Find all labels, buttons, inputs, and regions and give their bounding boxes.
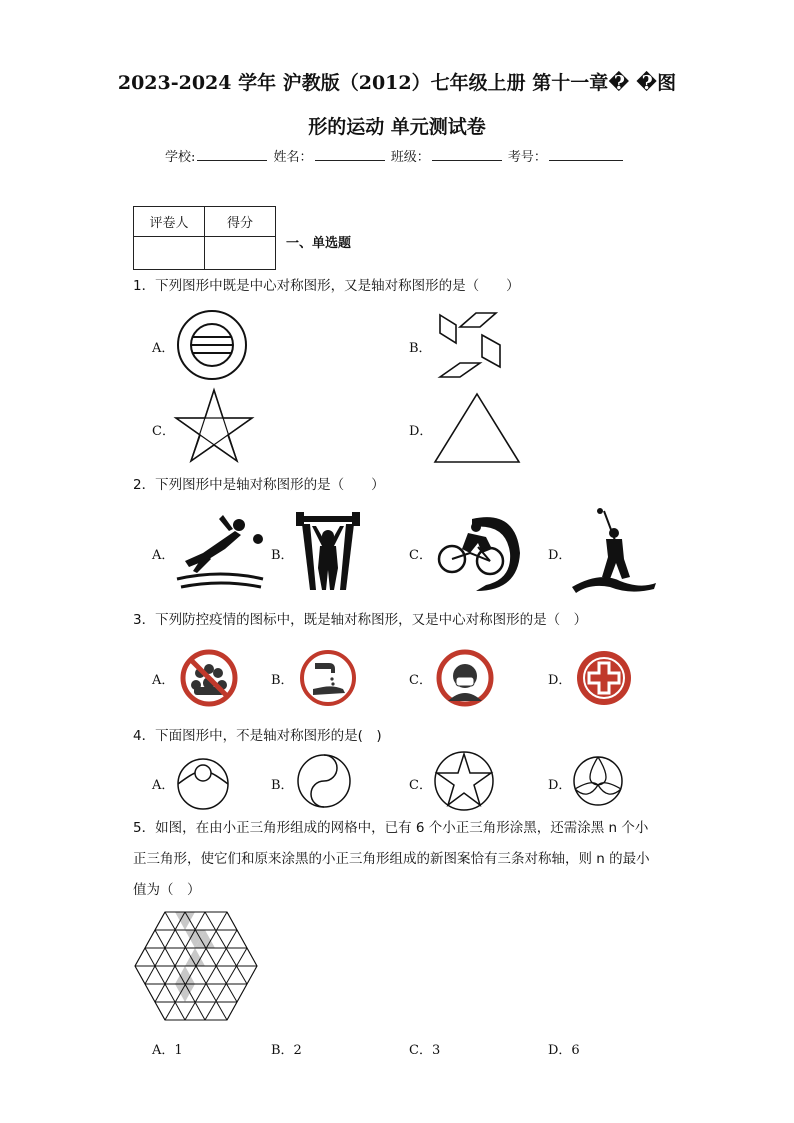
number-label: 考号： (507, 150, 547, 165)
q2-option-d[interactable]: D． (548, 548, 572, 563)
q1-option-d[interactable]: D． (409, 424, 433, 439)
grader-header: 评卷人 (134, 207, 205, 237)
trefoil-circle-figure (572, 755, 624, 807)
score-table (133, 206, 276, 270)
q1-option-b[interactable]: B． (409, 341, 432, 356)
question-4-text: 4．下面图形中，不是轴对称图形的是( ) (133, 728, 382, 744)
q3-option-c[interactable]: C． (409, 673, 432, 688)
q5-option-a[interactable]: A．1 (152, 1043, 183, 1058)
question-5-line1: 5．如图，在由小正三角形组成的网格中，已有 6 个小正三角形涂黑，还需涂黑 n 个小 (133, 820, 649, 836)
score-header: 得分 (205, 207, 276, 237)
q2-option-c[interactable]: C． (409, 548, 432, 563)
q4-option-c[interactable]: C． (409, 778, 432, 793)
yin-yang-curve-figure (296, 753, 352, 809)
question-2-text: 2．下列图形中是轴对称图形的是（ ） (133, 477, 385, 493)
mask-face-icon (436, 649, 494, 707)
golfer-icon (570, 507, 656, 593)
student-info (165, 146, 625, 165)
circle-arcs-figure (176, 757, 230, 811)
page-title-line1: 2023-2024 学年 沪教版（2012）七年级上册 第十一章� �图 (117, 72, 677, 94)
q4-option-b[interactable]: B． (271, 778, 294, 793)
name-label: 姓名： (273, 150, 313, 165)
score-cell[interactable] (205, 237, 276, 270)
q5-option-b[interactable]: B．2 (271, 1043, 302, 1058)
q4-option-d[interactable]: D． (548, 778, 572, 793)
medical-cross-icon (575, 649, 633, 707)
hand-washing-icon (299, 649, 357, 707)
question-5-line3: 值为（ ） (133, 882, 201, 898)
name-field[interactable] (315, 148, 385, 161)
hexagon-triangle-grid-figure (133, 912, 259, 1022)
class-label: 班级： (390, 150, 430, 165)
q5-option-c[interactable]: C．3 (409, 1043, 441, 1058)
pinwheel-figure (434, 311, 504, 379)
section-heading: 一、单选题 (286, 236, 352, 251)
no-gathering-icon (180, 649, 238, 707)
q3-option-b[interactable]: B． (271, 673, 294, 688)
q1-option-a[interactable]: A． (152, 341, 175, 356)
star-figure (176, 388, 252, 462)
circle-star-figure (433, 750, 495, 812)
q5-option-d[interactable]: D．6 (548, 1043, 580, 1058)
circle-bars-figure (176, 309, 248, 381)
q2-option-b[interactable]: B． (271, 548, 294, 563)
number-field[interactable] (549, 148, 623, 161)
question-3-text: 3．下列防控疫情的图标中，既是轴对称图形，又是中心对称图形的是（ ） (133, 612, 588, 628)
class-field[interactable] (432, 148, 502, 161)
q3-option-a[interactable]: A． (152, 673, 175, 688)
cyclist-icon (432, 513, 524, 593)
q1-option-c[interactable]: C． (152, 424, 175, 439)
school-label: 学校: (165, 150, 196, 165)
school-field[interactable] (197, 148, 267, 161)
page-title-line2: 形的运动 单元测试卷 (308, 116, 486, 138)
q3-option-d[interactable]: D． (548, 673, 572, 688)
volleyball-player-icon (175, 513, 267, 593)
q4-option-a[interactable]: A． (152, 778, 175, 793)
question-5-line2: 正三角形，使它们和原来涂黑的小正三角形组成的新图案恰有三条对称轴，则 n 的最小 (133, 851, 650, 867)
grader-cell[interactable] (134, 237, 205, 270)
question-1-text: 1．下列图形中既是中心对称图形，又是轴对称图形的是（ ） (133, 278, 520, 294)
q2-option-a[interactable]: A． (152, 548, 175, 563)
triangle-figure (433, 392, 521, 464)
weightlifter-icon (294, 512, 362, 592)
